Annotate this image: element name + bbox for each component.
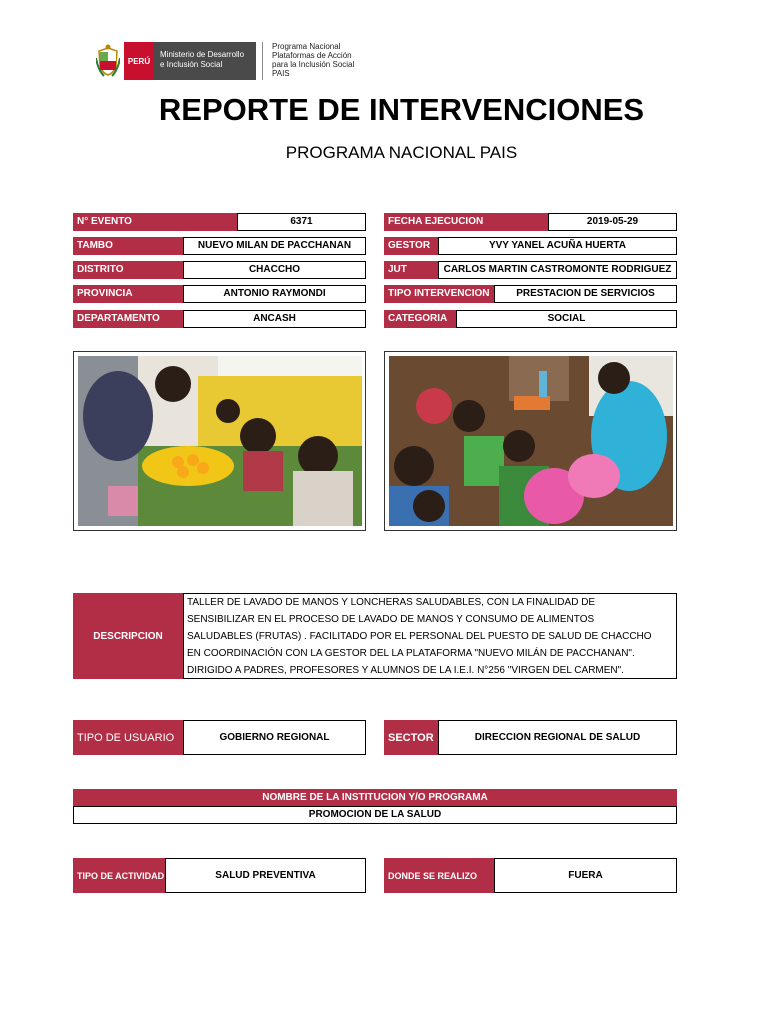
- provincia-value: ANTONIO RAYMONDI: [183, 285, 366, 303]
- descripcion-label: DESCRIPCION: [73, 593, 183, 679]
- donde-realizo-value: FUERA: [494, 858, 677, 893]
- distrito-label: DISTRITO: [73, 261, 183, 279]
- fecha-value: 2019-05-29: [548, 213, 677, 231]
- categoria-label: CATEGORIA: [384, 310, 456, 328]
- gestor-value: YVY YANEL ACUÑA HUERTA: [438, 237, 677, 255]
- gestor-label: GESTOR: [384, 237, 438, 255]
- distrito-value: CHACCHO: [183, 261, 366, 279]
- event-photo-1: [73, 351, 366, 531]
- page-subtitle: PROGRAMA NACIONAL PAIS: [285, 143, 518, 162]
- peru-shield-icon: [96, 44, 120, 78]
- event-photo-2: [384, 351, 677, 531]
- tipo-usuario-value: GOBIERNO REGIONAL: [183, 720, 366, 755]
- tipo-actividad-label: TIPO DE ACTIVIDAD: [73, 858, 165, 893]
- programa-line-2: Plataformas de Acción: [272, 51, 352, 60]
- jut-label: JUT: [384, 261, 438, 279]
- page-title: REPORTE DE INTERVENCIONES: [158, 92, 645, 127]
- header-logos: [96, 42, 356, 82]
- institucion-label: NOMBRE DE LA INSTITUCION Y/O PROGRAMA: [73, 789, 677, 806]
- programa-label: [272, 42, 362, 82]
- programa-line-4: PAIS: [272, 69, 290, 78]
- tipo-intervencion-value: PRESTACION DE SERVICIOS: [494, 285, 677, 303]
- evento-label: N° EVENTO: [73, 213, 237, 231]
- jut-value: CARLOS MARTIN CASTROMONTE RODRIGUEZ: [438, 261, 677, 279]
- evento-value: 6371: [237, 213, 366, 231]
- institucion-value: PROMOCION DE LA SALUD: [73, 806, 677, 824]
- ministerio-line-2: e Inclusión Social: [160, 60, 223, 69]
- logo-divider: [262, 42, 263, 80]
- sector-value: DIRECCION REGIONAL DE SALUD: [438, 720, 677, 755]
- tipo-usuario-label: TIPO DE USUARIO: [73, 720, 183, 755]
- tipo-actividad-value: SALUD PREVENTIVA: [165, 858, 366, 893]
- tambo-label: TAMBO: [73, 237, 183, 255]
- programa-line-1: Programa Nacional: [272, 42, 341, 51]
- programa-line-3: para la Inclusión Social: [272, 60, 355, 69]
- tambo-value: NUEVO MILAN DE PACCHANAN: [183, 237, 366, 255]
- fecha-label: FECHA EJECUCION: [384, 213, 548, 231]
- categoria-value: SOCIAL: [456, 310, 677, 328]
- provincia-label: PROVINCIA: [73, 285, 183, 303]
- ministerio-line-1: Ministerio de Desarrollo: [160, 50, 245, 59]
- tipo-intervencion-label: TIPO INTERVENCION: [384, 285, 494, 303]
- descripcion-text: TALLER DE LAVADO DE MANOS Y LONCHERAS SALUDABLES, CON LA FINALIDAD DE SENSIBILIZAR EN EL PROCESO DE LAVADO DE MANOS Y CONSUMO DE ALIMENTOS SALUDABLES (FRUTAS) . FACILITADO POR EL PERSONAL DEL PUESTO DE SALUD DE CHACCHO EN COORDINACIÓN CON LA GESTOR DEL LA PLATAFORMA "NUEVO MILÁN DE PACCHANAN". DIRIGIDO A PADRES, PROFESORES Y ALUMNOS DE LA I.E.I. N°256 "VIRGEN DEL CARMEN".: [183, 593, 677, 679]
- departamento-value: ANCASH: [183, 310, 366, 328]
- ministerio-label: [154, 42, 256, 80]
- sector-label: SECTOR: [384, 720, 438, 755]
- peru-badge: PERÚ: [124, 42, 154, 80]
- donde-realizo-label: DONDE SE REALIZO: [384, 858, 494, 893]
- departamento-label: DEPARTAMENTO: [73, 310, 183, 328]
